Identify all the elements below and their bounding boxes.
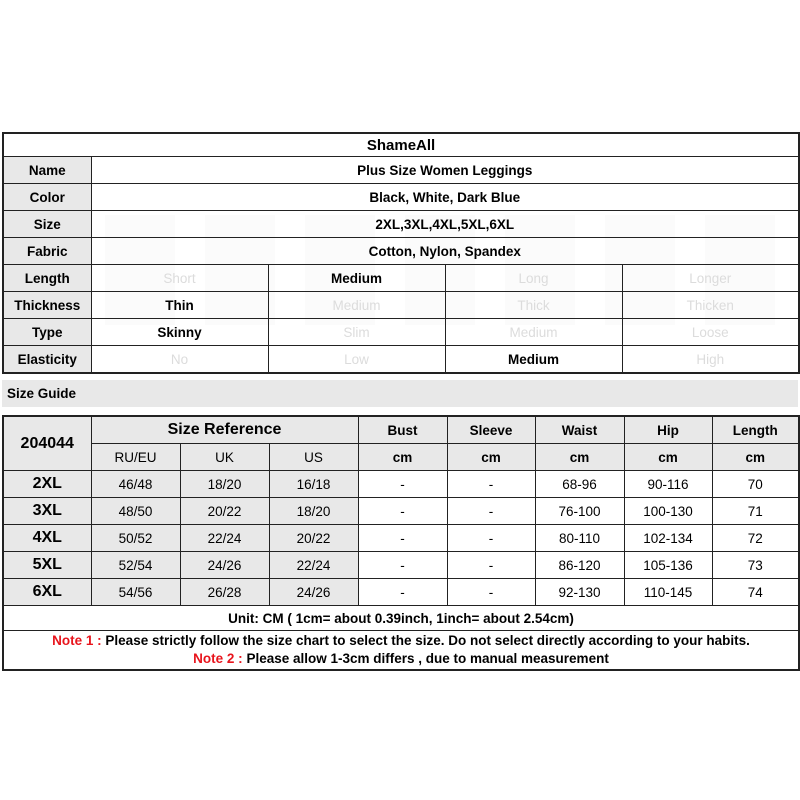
option-choice: Longer (622, 265, 799, 292)
option-choice: Medium (268, 265, 445, 292)
cell-hip: 100-130 (624, 498, 712, 525)
unit-cell: cm (624, 444, 712, 471)
column-header-hip: Hip (624, 416, 712, 444)
spec-value: Plus Size Women Leggings (91, 157, 799, 184)
spec-row-fabric (3, 238, 799, 265)
option-choice: Slim (268, 319, 445, 346)
column-header-uk: UK (180, 444, 269, 471)
cell-sleeve: - (447, 471, 535, 498)
spec-value: Black, White, Dark Blue (91, 184, 799, 211)
cell-us: 24/26 (269, 579, 358, 606)
product-code: 204044 (3, 416, 91, 471)
cell-uk: 24/26 (180, 552, 269, 579)
cell-length: 74 (712, 579, 799, 606)
option-choice: Medium (268, 292, 445, 319)
option-choice: Skinny (91, 319, 268, 346)
option-row-length (3, 265, 799, 292)
option-choice: Thin (91, 292, 268, 319)
table-row (3, 552, 799, 579)
cell-rueu: 52/54 (91, 552, 180, 579)
column-header-waist: Waist (535, 416, 624, 444)
cell-uk: 26/28 (180, 579, 269, 606)
unit-cell: cm (535, 444, 624, 471)
spec-label: Color (3, 184, 91, 211)
cell-waist: 68-96 (535, 471, 624, 498)
option-choice: Medium (445, 346, 622, 374)
cell-rueu: 48/50 (91, 498, 180, 525)
size-guide-heading: Size Guide (7, 386, 77, 401)
option-row-type (3, 319, 799, 346)
cell-bust: - (358, 525, 447, 552)
cell-waist: 92-130 (535, 579, 624, 606)
table-row (3, 471, 799, 498)
note-1 (8, 632, 794, 650)
cell-us: 16/18 (269, 471, 358, 498)
cell-length: 73 (712, 552, 799, 579)
option-label: Elasticity (3, 346, 91, 374)
cell-sleeve: - (447, 579, 535, 606)
size-label: 4XL (3, 525, 91, 552)
table-row (3, 498, 799, 525)
note-2-text: Please allow 1-3cm differs , due to manual measurement (246, 651, 609, 666)
table-row (3, 525, 799, 552)
note-1-text: Please strictly follow the size chart to select the size. Do not select directly according to your habits. (105, 633, 750, 648)
cell-uk: 22/24 (180, 525, 269, 552)
size-label: 3XL (3, 498, 91, 525)
unit-cell: cm (447, 444, 535, 471)
column-header-length: Length (712, 416, 799, 444)
option-choice: Medium (445, 319, 622, 346)
brand-title: ShameAll (3, 133, 799, 157)
column-header-rueu: RU/EU (91, 444, 180, 471)
option-choice: Low (268, 346, 445, 374)
cell-sleeve: - (447, 525, 535, 552)
cell-bust: - (358, 579, 447, 606)
option-choice: Thicken (622, 292, 799, 319)
spec-label: Size (3, 211, 91, 238)
option-label: Thickness (3, 292, 91, 319)
cell-waist: 86-120 (535, 552, 624, 579)
cell-sleeve: - (447, 498, 535, 525)
unit-cell: cm (712, 444, 799, 471)
cell-length: 72 (712, 525, 799, 552)
size-label: 5XL (3, 552, 91, 579)
unit-cell: cm (358, 444, 447, 471)
spec-row-size (3, 211, 799, 238)
cell-us: 18/20 (269, 498, 358, 525)
cell-uk: 20/22 (180, 498, 269, 525)
option-row-thickness (3, 292, 799, 319)
note-2 (8, 650, 794, 668)
note-2-label: Note 2 : (193, 651, 247, 666)
unit-note: Unit: CM ( 1cm= about 0.39inch, 1inch= about 2.54cm) (3, 606, 799, 631)
cell-us: 20/22 (269, 525, 358, 552)
cell-hip: 102-134 (624, 525, 712, 552)
column-header-sleeve: Sleeve (447, 416, 535, 444)
cell-waist: 76-100 (535, 498, 624, 525)
spec-row-color (3, 184, 799, 211)
cell-length: 71 (712, 498, 799, 525)
spec-table (2, 132, 800, 374)
spec-label: Name (3, 157, 91, 184)
spec-label: Fabric (3, 238, 91, 265)
cell-bust: - (358, 552, 447, 579)
cell-hip: 90-116 (624, 471, 712, 498)
notes-cell (3, 631, 799, 671)
option-choice: Short (91, 265, 268, 292)
option-choice: High (622, 346, 799, 374)
table-row (3, 579, 799, 606)
cell-us: 22/24 (269, 552, 358, 579)
option-row-elasticity (3, 346, 799, 374)
size-chart-table (2, 415, 800, 671)
spec-row-name (3, 157, 799, 184)
cell-rueu: 46/48 (91, 471, 180, 498)
option-choice: Long (445, 265, 622, 292)
size-label: 6XL (3, 579, 91, 606)
option-choice: No (91, 346, 268, 374)
option-choice: Thick (445, 292, 622, 319)
cell-hip: 105-136 (624, 552, 712, 579)
cell-waist: 80-110 (535, 525, 624, 552)
cell-hip: 110-145 (624, 579, 712, 606)
column-header-us: US (269, 444, 358, 471)
cell-rueu: 54/56 (91, 579, 180, 606)
cell-sleeve: - (447, 552, 535, 579)
option-label: Length (3, 265, 91, 292)
option-choice: Loose (622, 319, 799, 346)
size-label: 2XL (3, 471, 91, 498)
note-1-label: Note 1 : (52, 633, 106, 648)
size-reference-header: Size Reference (91, 416, 358, 444)
size-guide-banner (2, 380, 798, 407)
column-header-bust: Bust (358, 416, 447, 444)
option-label: Type (3, 319, 91, 346)
spec-value: Cotton, Nylon, Spandex (91, 238, 799, 265)
cell-uk: 18/20 (180, 471, 269, 498)
cell-rueu: 50/52 (91, 525, 180, 552)
cell-bust: - (358, 471, 447, 498)
spec-value: 2XL,3XL,4XL,5XL,6XL (91, 211, 799, 238)
cell-length: 70 (712, 471, 799, 498)
cell-bust: - (358, 498, 447, 525)
